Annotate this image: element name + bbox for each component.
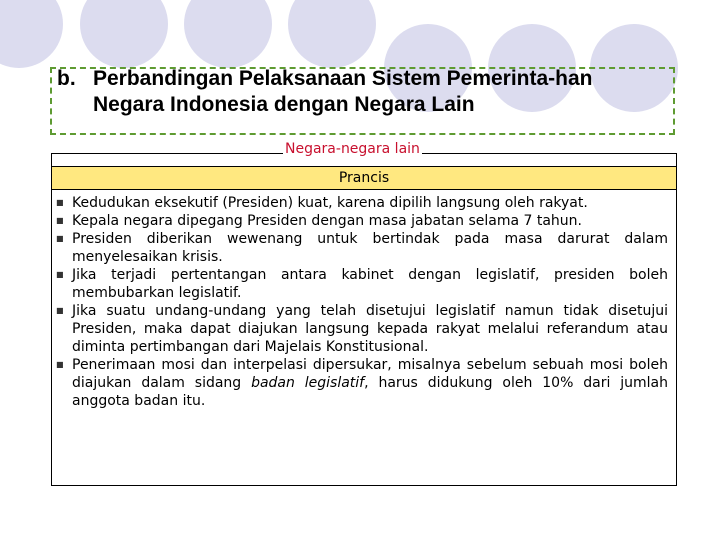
list-item: ■ Penerimaan mosi dan interpelasi dipersukar, misalnya sebelum sebuah mosi boleh diajukan dalam sidang badan legislatif, harus didukung oleh 10% dari jumlah anggota badan itu. <box>56 357 668 409</box>
circle-decoration <box>184 0 272 68</box>
list-item: ■ Kedudukan eksekutif (Presiden) kuat, karena dipilih langsung oleh rakyat. <box>56 195 588 211</box>
title-text: Perbandingan Pelaksanaan Sistem Pemerinta-han Negara Indonesia dengan Negara Lain <box>93 67 593 116</box>
title-number: b. <box>57 67 76 90</box>
circle-decoration <box>0 0 63 68</box>
list-item: ■ Kepala negara dipegang Presiden dengan masa jabatan selama 7 tahun. <box>56 213 583 229</box>
circle-decoration <box>288 0 376 68</box>
square-bullet-icon: ■ <box>56 198 64 207</box>
square-bullet-icon: ■ <box>56 360 64 369</box>
italic-term: badan legislatif <box>251 375 365 391</box>
feature-list <box>52 194 668 410</box>
square-bullet-icon: ■ <box>56 234 64 243</box>
list-item: ■ Presiden diberikan wewenang untuk bertindak pada masa darurat dalam menyelesaikan krisis. <box>56 231 668 265</box>
circle-decoration <box>80 0 168 68</box>
country-header: Prancis <box>52 166 676 190</box>
region-label: Negara-negara lain <box>285 141 420 157</box>
square-bullet-icon: ■ <box>56 216 64 225</box>
square-bullet-icon: ■ <box>56 306 64 315</box>
list-item: ■ Jika suatu undang-undang yang telah disetujui legislatif namun tidak disetujui Presiden, maka dapat diajukan langsung kepada rakyat melalui referandum atau diminta pertimbangan dari Majelais Konstitusional. <box>56 303 668 355</box>
list-item: ■ Jika terjadi pertentangan antara kabinet dengan legislatif, presiden boleh membubarkan legislatif. <box>56 267 668 301</box>
square-bullet-icon: ■ <box>56 270 64 279</box>
